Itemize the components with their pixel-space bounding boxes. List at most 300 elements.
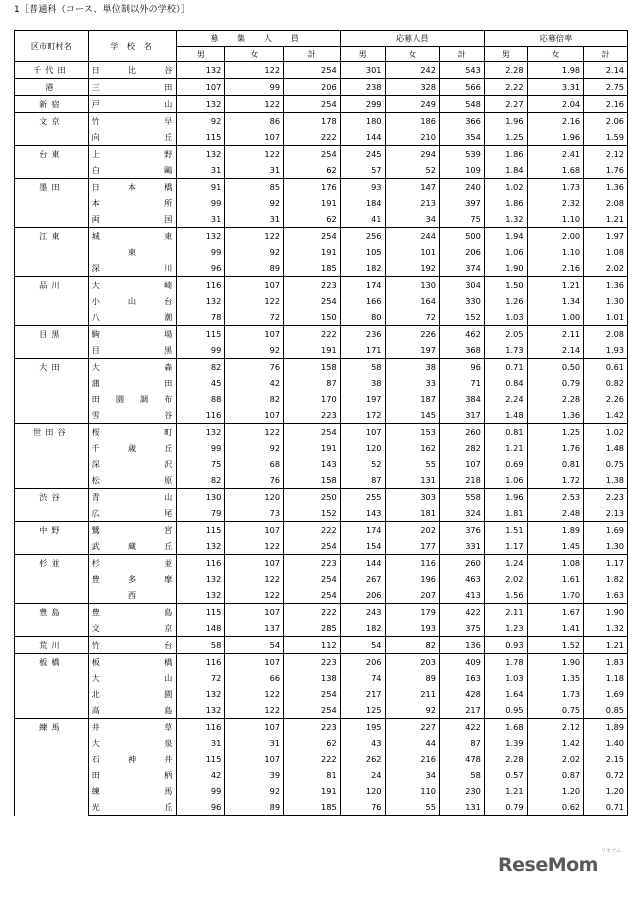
ratio-female-cell: 0.62 [527,799,584,816]
district-name: 江東 [15,228,89,277]
school-name-chars [89,637,177,653]
school-name-char: 大 [91,362,100,372]
table-row [15,783,628,799]
recruit-male-cell: 116 [177,654,225,671]
school-name [88,375,177,391]
school-name-char: 井 [91,722,100,732]
applicants-total-cell: 366 [439,113,484,130]
recruit-female-cell: 122 [225,587,284,604]
school-name-chars [89,654,177,670]
table-row [15,359,628,376]
ratio-male-cell: 1.21 [484,783,527,799]
ratio-male-cell: 1.25 [484,129,527,146]
ratio-total-cell: 1.97 [584,228,628,245]
applicants-total-cell: 282 [439,440,484,456]
header-applicants-male: 男 [340,47,385,62]
table-row [15,62,628,79]
applicants-male-cell: 144 [340,555,385,572]
resemom-logo: ReseMom [498,854,598,876]
school-name-char: 山 [164,492,173,502]
table-row [15,179,628,196]
school-name-char: 高 [91,705,100,715]
school-name-chars [89,472,177,488]
table-row [15,244,628,260]
ratio-total-cell: 1.40 [584,735,628,751]
school-name-char: 草 [164,722,173,732]
header-school: 学 校 名 [88,31,177,62]
recruit-male-cell: 88 [177,391,225,407]
school-name-chars [89,767,177,783]
recruit-female-cell: 92 [225,783,284,799]
ratio-male-cell: 1.86 [484,146,527,163]
table-row [15,538,628,555]
recruit-total-cell: 222 [284,604,341,621]
school-name-char: 北 [91,689,100,699]
applicants-female-cell: 131 [385,472,439,489]
school-name-chars [89,538,177,554]
recruit-total-cell: 81 [284,767,341,783]
ratio-male-cell: 2.27 [484,96,527,113]
ratio-total-cell: 1.38 [584,472,628,489]
school-name-char: 城 [91,231,100,241]
school-name-char: 丘 [164,541,173,551]
school-name-char: 青 [91,492,100,502]
recruit-male-cell: 99 [177,342,225,359]
recruit-male-cell: 115 [177,326,225,343]
school-name-chars [89,670,177,686]
applicants-male-cell: 299 [340,96,385,113]
recruit-total-cell: 250 [284,489,341,506]
school-name-char: 大 [91,673,100,683]
ratio-male-cell: 1.86 [484,195,527,211]
recruit-female-cell: 122 [225,293,284,309]
applicants-female-cell: 294 [385,146,439,163]
applicants-male-cell: 301 [340,62,385,79]
ratio-male-cell: 0.57 [484,767,527,783]
ratio-total-cell: 1.82 [584,571,628,587]
school-name-char: 谷 [164,410,173,420]
applicants-female-cell: 82 [385,637,439,654]
ratio-female-cell: 2.00 [527,228,584,245]
table-row [15,456,628,472]
recruit-total-cell: 222 [284,326,341,343]
recruit-total-cell: 222 [284,751,341,767]
ratio-male-cell: 0.95 [484,702,527,719]
school-name-char: 布 [164,394,173,404]
ratio-female-cell: 1.20 [527,783,584,799]
applicants-total-cell: 330 [439,293,484,309]
school-name-char: 山 [164,99,173,109]
school-name [88,391,177,407]
applicants-male-cell: 54 [340,637,385,654]
school-name-chars [89,342,177,358]
ratio-female-cell: 1.98 [527,62,584,79]
school-name [88,472,177,489]
table-row [15,719,628,736]
ratio-female-cell: 2.02 [527,751,584,767]
ratio-female-cell: 1.52 [527,637,584,654]
district-name: 千代田 [15,62,89,79]
ratio-female-cell: 1.25 [527,424,584,441]
applicants-male-cell: 267 [340,571,385,587]
recruit-female-cell: 107 [225,719,284,736]
applicants-male-cell: 197 [340,391,385,407]
applicants-female-cell: 213 [385,195,439,211]
applicants-total-cell: 230 [439,783,484,799]
school-name-chars [89,113,177,129]
recruit-total-cell: 223 [284,555,341,572]
ratio-male-cell: 2.22 [484,79,527,96]
school-name-char: 石 [91,754,100,764]
recruit-female-cell: 107 [225,555,284,572]
school-name-char: 橋 [164,182,173,192]
applicants-female-cell: 164 [385,293,439,309]
recruit-female-cell: 92 [225,195,284,211]
school-name-chars [89,604,177,620]
header-district: 区市町村名 [15,31,89,62]
table-row [15,293,628,309]
recruit-total-cell: 170 [284,391,341,407]
recruit-total-cell: 222 [284,522,341,539]
recruit-total-cell: 62 [284,735,341,751]
school-name-chars [89,62,177,78]
applicants-male-cell: 206 [340,587,385,604]
header-recruit-female: 女 [225,47,284,62]
school-name-char: 三 [91,82,100,92]
table-row [15,767,628,783]
ratio-total-cell: 1.59 [584,129,628,146]
ratio-male-cell: 0.79 [484,799,527,816]
recruit-male-cell: 130 [177,489,225,506]
recruit-male-cell: 132 [177,587,225,604]
table-row [15,670,628,686]
table-row [15,505,628,522]
applicants-female-cell: 162 [385,440,439,456]
applicants-female-cell: 203 [385,654,439,671]
recruit-female-cell: 120 [225,489,284,506]
school-name-char: 文 [91,623,100,633]
district-name: 大田 [15,359,89,424]
district-name: 世田谷 [15,424,89,489]
applicants-female-cell: 207 [385,587,439,604]
district-name: 練馬 [15,719,89,816]
table-row [15,260,628,277]
ratio-female-cell: 1.42 [527,735,584,751]
recruit-total-cell: 150 [284,309,341,326]
applicants-total-cell: 548 [439,96,484,113]
table-row [15,637,628,654]
recruit-total-cell: 176 [284,179,341,196]
applicants-total-cell: 462 [439,326,484,343]
ratio-female-cell: 1.10 [527,244,584,260]
header-applicants: 応募人員 [340,31,484,47]
district-name: 台東 [15,146,89,179]
ratio-male-cell: 0.84 [484,375,527,391]
ratio-female-cell: 0.87 [527,767,584,783]
ratio-total-cell: 2.26 [584,391,628,407]
school-name-char: 丘 [164,443,173,453]
school-name [88,505,177,522]
ratio-male-cell: 1.64 [484,686,527,702]
applicants-female-cell: 72 [385,309,439,326]
ratio-male-cell: 2.05 [484,326,527,343]
school-name-chars [89,702,177,718]
applicants-female-cell: 38 [385,359,439,376]
ratio-total-cell: 1.18 [584,670,628,686]
applicants-male-cell: 255 [340,489,385,506]
recruit-male-cell: 31 [177,162,225,179]
applicants-male-cell: 52 [340,456,385,472]
district-name: 墨田 [15,179,89,228]
school-name [88,293,177,309]
district-name: 板橋 [15,654,89,719]
recruit-female-cell: 85 [225,179,284,196]
recruit-total-cell: 191 [284,244,341,260]
recruit-total-cell: 143 [284,456,341,472]
table-row [15,604,628,621]
school-name-char: 尾 [164,508,173,518]
ratio-female-cell: 2.32 [527,195,584,211]
school-name-chars [89,179,177,195]
school-name-char: 日 [91,182,100,192]
school-name-chars [89,293,177,309]
ratio-male-cell: 2.28 [484,62,527,79]
recruit-female-cell: 122 [225,228,284,245]
school-name-char: 泉 [164,738,173,748]
table-row [15,211,628,228]
recruit-female-cell: 137 [225,620,284,637]
applicants-female-cell: 249 [385,96,439,113]
school-name-char: 小 [91,296,100,306]
applicants-total-cell: 218 [439,472,484,489]
applicants-male-cell: 58 [340,359,385,376]
applicants-male-cell: 184 [340,195,385,211]
applicants-total-cell: 478 [439,751,484,767]
school-name [88,79,177,96]
applicants-male-cell: 38 [340,375,385,391]
school-name-chars [89,211,177,227]
applicants-male-cell: 171 [340,342,385,359]
ratio-total-cell: 0.85 [584,702,628,719]
school-name-char: 日 [91,65,100,75]
ratio-total-cell: 2.02 [584,260,628,277]
school-name [88,571,177,587]
school-name-chars [89,129,177,145]
ratio-total-cell: 1.76 [584,162,628,179]
school-name-chars [89,260,177,276]
recruit-female-cell: 107 [225,654,284,671]
applicants-total-cell: 376 [439,522,484,539]
school-name-char: 歳 [127,443,137,453]
recruit-female-cell: 89 [225,799,284,816]
applicants-female-cell: 52 [385,162,439,179]
recruit-female-cell: 31 [225,211,284,228]
school-name-char: 国 [164,214,173,224]
recruit-total-cell: 191 [284,783,341,799]
recruit-total-cell: 158 [284,359,341,376]
applicants-female-cell: 44 [385,735,439,751]
applicants-female-cell: 303 [385,489,439,506]
district-name: 品川 [15,277,89,326]
applicants-total-cell: 58 [439,767,484,783]
school-name-chars [89,162,177,178]
applicants-female-cell: 89 [385,670,439,686]
recruit-male-cell: 92 [177,113,225,130]
ratio-total-cell: 1.69 [584,522,628,539]
ratio-total-cell: 0.61 [584,359,628,376]
applicants-female-cell: 210 [385,129,439,146]
recruit-male-cell: 31 [177,211,225,228]
recruit-male-cell: 132 [177,702,225,719]
school-name [88,195,177,211]
ratio-female-cell: 1.61 [527,571,584,587]
applicants-total-cell: 463 [439,571,484,587]
school-name [88,260,177,277]
recruit-total-cell: 87 [284,375,341,391]
recruit-female-cell: 107 [225,326,284,343]
district-name: 豊島 [15,604,89,637]
ratio-total-cell: 1.89 [584,719,628,736]
recruit-male-cell: 99 [177,195,225,211]
recruit-total-cell: 254 [284,424,341,441]
recruit-male-cell: 107 [177,79,225,96]
recruit-female-cell: 122 [225,571,284,587]
ratio-female-cell: 2.04 [527,96,584,113]
applicants-male-cell: 243 [340,604,385,621]
school-name-char: 川 [164,263,173,273]
recruit-female-cell: 107 [225,751,284,767]
applicants-male-cell: 74 [340,670,385,686]
ratio-total-cell: 2.15 [584,751,628,767]
school-name-char: 摩 [164,574,173,584]
school-name-char: 竹 [91,640,100,650]
school-name-char: 八 [91,312,100,322]
district-name: 文京 [15,113,89,146]
ratio-female-cell: 2.12 [527,719,584,736]
recruit-female-cell: 92 [225,342,284,359]
school-name-char: 本 [127,182,137,192]
ratio-male-cell: 1.96 [484,113,527,130]
ratio-total-cell: 2.13 [584,505,628,522]
applicants-total-cell: 304 [439,277,484,294]
school-name-char: 宮 [164,525,173,535]
ratio-male-cell: 2.11 [484,604,527,621]
school-name-char: 原 [164,475,173,485]
applicants-male-cell: 80 [340,309,385,326]
ratio-female-cell: 0.75 [527,702,584,719]
ratio-total-cell: 2.75 [584,79,628,96]
school-name-chars [89,277,177,293]
applicants-female-cell: 55 [385,456,439,472]
applicants-male-cell: 144 [340,129,385,146]
recruit-total-cell: 191 [284,440,341,456]
applicants-total-cell: 428 [439,686,484,702]
ratio-total-cell: 1.42 [584,407,628,424]
school-name-chars [89,505,177,521]
ratio-total-cell: 1.02 [584,424,628,441]
school-name-char: 森 [164,362,173,372]
recruit-male-cell: 99 [177,244,225,260]
ratio-male-cell: 1.32 [484,211,527,228]
school-name [88,424,177,441]
recruit-total-cell: 62 [284,162,341,179]
school-name [88,686,177,702]
table-row [15,162,628,179]
school-name-char: 上 [91,149,100,159]
school-name [88,162,177,179]
recruit-female-cell: 72 [225,309,284,326]
recruit-male-cell: 148 [177,620,225,637]
recruit-total-cell: 223 [284,654,341,671]
ratio-female-cell: 2.14 [527,342,584,359]
school-name-chars [89,440,177,456]
resemom-logo-kana: リセマム [601,848,621,854]
school-name-char: 田 [91,394,100,404]
applicants-total-cell: 354 [439,129,484,146]
ratio-male-cell: 1.73 [484,342,527,359]
ratio-male-cell: 2.02 [484,571,527,587]
school-name-char: 千 [91,443,100,453]
ratio-female-cell: 0.50 [527,359,584,376]
school-name-chars [89,146,177,162]
ratio-female-cell: 2.11 [527,326,584,343]
recruit-male-cell: 132 [177,424,225,441]
recruit-total-cell: 62 [284,211,341,228]
school-name-char: 鷺 [91,525,100,535]
recruit-female-cell: 42 [225,375,284,391]
ratio-female-cell: 2.41 [527,146,584,163]
ratio-female-cell: 1.21 [527,277,584,294]
applicants-total-cell: 87 [439,735,484,751]
table-row [15,309,628,326]
applicants-male-cell: 256 [340,228,385,245]
header-applicants-total: 計 [439,47,484,62]
recruit-total-cell: 185 [284,260,341,277]
applicants-male-cell: 238 [340,79,385,96]
applicants-female-cell: 101 [385,244,439,260]
header-ratio: 応募倍率 [484,31,627,47]
ratio-male-cell: 1.56 [484,587,527,604]
applicants-female-cell: 244 [385,228,439,245]
ratio-total-cell: 1.63 [584,587,628,604]
school-name [88,456,177,472]
recruit-female-cell: 76 [225,359,284,376]
applicants-male-cell: 217 [340,686,385,702]
ratio-male-cell: 1.21 [484,440,527,456]
recruit-female-cell: 122 [225,702,284,719]
school-name-char: 東 [164,231,173,241]
applicants-male-cell: 182 [340,260,385,277]
school-name [88,113,177,130]
school-name-char: 井 [164,754,173,764]
school-name-char: 光 [91,802,100,812]
ratio-female-cell: 2.48 [527,505,584,522]
table-row [15,79,628,96]
recruit-male-cell: 82 [177,472,225,489]
school-name [88,309,177,326]
recruit-female-cell: 122 [225,424,284,441]
applicants-male-cell: 236 [340,326,385,343]
school-name-char: 山 [127,296,137,306]
applicants-female-cell: 33 [385,375,439,391]
recruit-total-cell: 254 [284,96,341,113]
recruit-female-cell: 122 [225,62,284,79]
applicants-male-cell: 24 [340,767,385,783]
school-name [88,735,177,751]
ratio-male-cell: 1.90 [484,260,527,277]
applicants-total-cell: 71 [439,375,484,391]
school-name-char: 東 [127,247,137,257]
